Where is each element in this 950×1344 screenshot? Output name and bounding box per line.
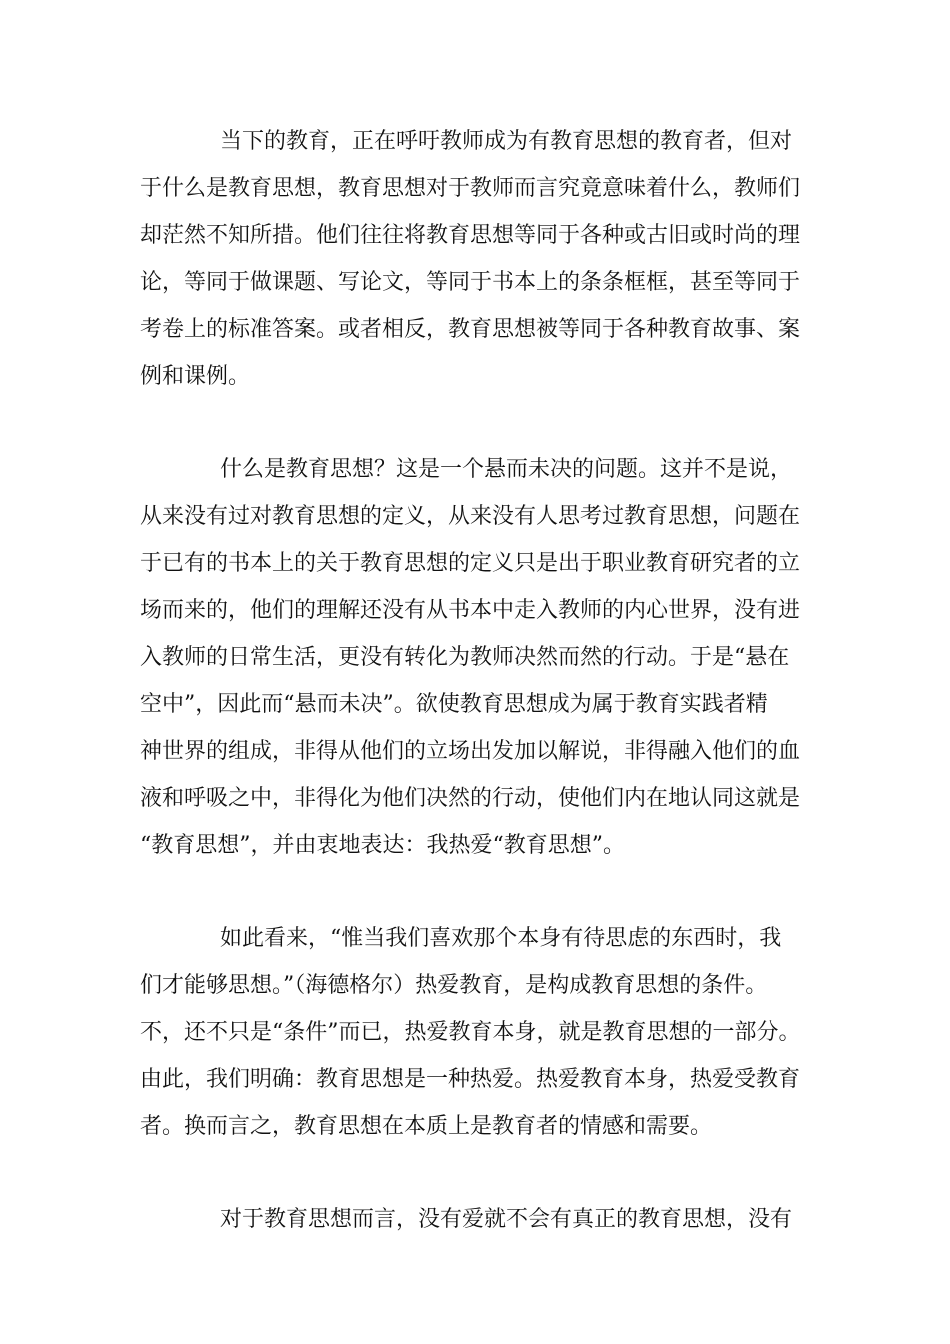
text-line: 者。换而言之，教育思想在本质上是教育者的情感和需要。 bbox=[140, 1114, 713, 1139]
paragraph-2 bbox=[140, 446, 820, 869]
text-line: 从来没有过对教育思想的定义，从来没有人思考过教育思想，问题在 bbox=[140, 504, 801, 529]
text-line: 却茫然不知所措。他们往往将教育思想等同于各种或古旧或时尚的理 bbox=[140, 223, 801, 248]
text-line: 什么是教育思想？这是一个悬而未决的问题。这并不是说， bbox=[220, 457, 793, 482]
text-line: 空中”，因此而“悬而未决”。欲使教育思想成为属于教育实践者精 bbox=[140, 692, 768, 717]
text-line: 当下的教育，正在呼吁教师成为有教育思想的教育者，但对 bbox=[220, 129, 793, 154]
text-line: 考卷上的标准答案。或者相反，教育思想被等同于各种教育故事、案 bbox=[140, 317, 801, 342]
text-line: 液和呼吸之中，非得化为他们决然的行动，使他们内在地认同这就是 bbox=[140, 786, 801, 811]
paragraph-4 bbox=[140, 1196, 820, 1243]
text-line: 如此看来，“惟当我们喜欢那个本身有待思虑的东西时，我 bbox=[220, 926, 782, 951]
paragraph-3 bbox=[140, 915, 820, 1150]
text-line: 场而来的，他们的理解还没有从书本中走入教师的内心世界，没有进 bbox=[140, 598, 801, 623]
text-line: 对于教育思想而言，没有爱就不会有真正的教育思想，没有 bbox=[220, 1207, 793, 1232]
text-line: 不，还不只是“条件”而已，热爱教育本身，就是教育思想的一部分。 bbox=[140, 1020, 801, 1045]
text-line: 入教师的日常生活，更没有转化为教师决然而然的行动。于是“悬在 bbox=[140, 645, 790, 670]
document-page bbox=[140, 118, 820, 1289]
text-line: 于什么是教育思想，教育思想对于教师而言究竟意味着什么，教师们 bbox=[140, 176, 801, 201]
text-line: 论，等同于做课题、写论文，等同于书本上的条条框框，甚至等同于 bbox=[140, 270, 801, 295]
text-line: 例和课例。 bbox=[140, 364, 251, 389]
paragraph-1 bbox=[140, 118, 820, 400]
text-line: 由此，我们明确：教育思想是一种热爱。热爱教育本身，热爱受教育 bbox=[140, 1067, 801, 1092]
text-line: 于已有的书本上的关于教育思想的定义只是出于职业教育研究者的立 bbox=[140, 551, 801, 576]
text-line: 神世界的组成，非得从他们的立场出发加以解说，非得融入他们的血 bbox=[140, 739, 801, 764]
text-line: “教育思想”，并由衷地表达：我热爱“教育思想”。 bbox=[140, 833, 625, 858]
text-line: 们才能够思想。”（海德格尔）热爱教育，是构成教育思想的条件。 bbox=[140, 973, 768, 998]
